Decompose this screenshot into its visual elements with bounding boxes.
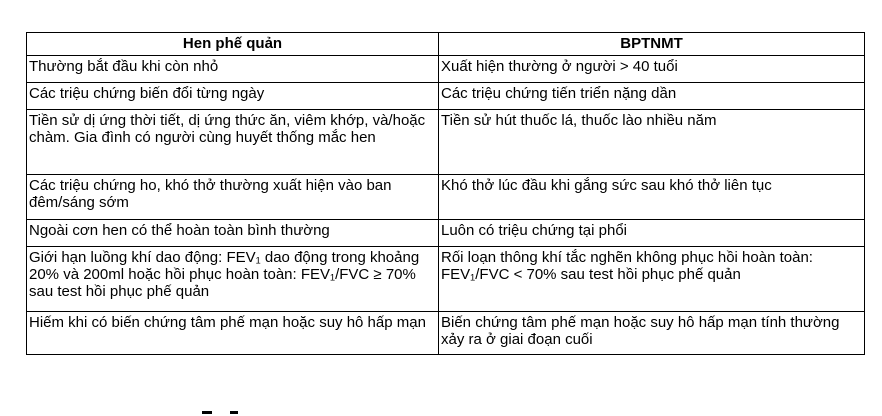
cell-copd: Khó thở lúc đầu khi gắng sức sau khó thở liên tục [439,175,865,220]
cell-asthma: Hiếm khi có biến chứng tâm phế mạn hoặc suy hô hấp mạn [27,312,439,355]
cropped-text-fragment [26,407,864,416]
table-row [27,247,865,312]
header-copd: BPTNMT [439,33,865,56]
table-header-row [27,33,865,56]
table-row [27,56,865,83]
table-row [27,175,865,220]
cell-copd: Biến chứng tâm phế mạn hoặc suy hô hấp mạn tính thường xảy ra ở giai đoạn cuối [439,312,865,355]
table-row [27,220,865,247]
cell-asthma: Thường bắt đầu khi còn nhỏ [27,56,439,83]
comparison-table [26,32,865,355]
table-row [27,110,865,175]
cell-asthma: Giới hạn luồng khí dao động: FEV₁ dao động trong khoảng 20% và 200ml hoặc hồi phục hoàn toàn: FEV₁/FVC ≥ 70% sau test hồi phục phế quản [27,247,439,312]
cell-asthma: Ngoài cơn hen có thể hoàn toàn bình thường [27,220,439,247]
cell-copd: Tiền sử hút thuốc lá, thuốc lào nhiều năm [439,110,865,175]
cell-copd: Rối loạn thông khí tắc nghẽn không phục hồi hoàn toàn: FEV₁/FVC < 70% sau test hồi phục phế quản [439,247,865,312]
cell-copd: Các triệu chứng tiến triển nặng dần [439,83,865,110]
cell-copd: Xuất hiện thường ở người > 40 tuổi [439,56,865,83]
table-row [27,83,865,110]
cell-asthma: Các triệu chứng biến đổi từng ngày [27,83,439,110]
cropped-glyph [202,411,212,414]
cell-copd: Luôn có triệu chứng tại phổi [439,220,865,247]
cell-asthma: Các triệu chứng ho, khó thở thường xuất hiện vào ban đêm/sáng sớm [27,175,439,220]
table-row [27,312,865,355]
cell-asthma: Tiền sử dị ứng thời tiết, dị ứng thức ăn, viêm khớp, và/hoặc chàm. Gia đình có người cùng huyết thống mắc hen [27,110,439,175]
cropped-glyph [230,411,238,414]
header-asthma: Hen phế quản [27,33,439,56]
